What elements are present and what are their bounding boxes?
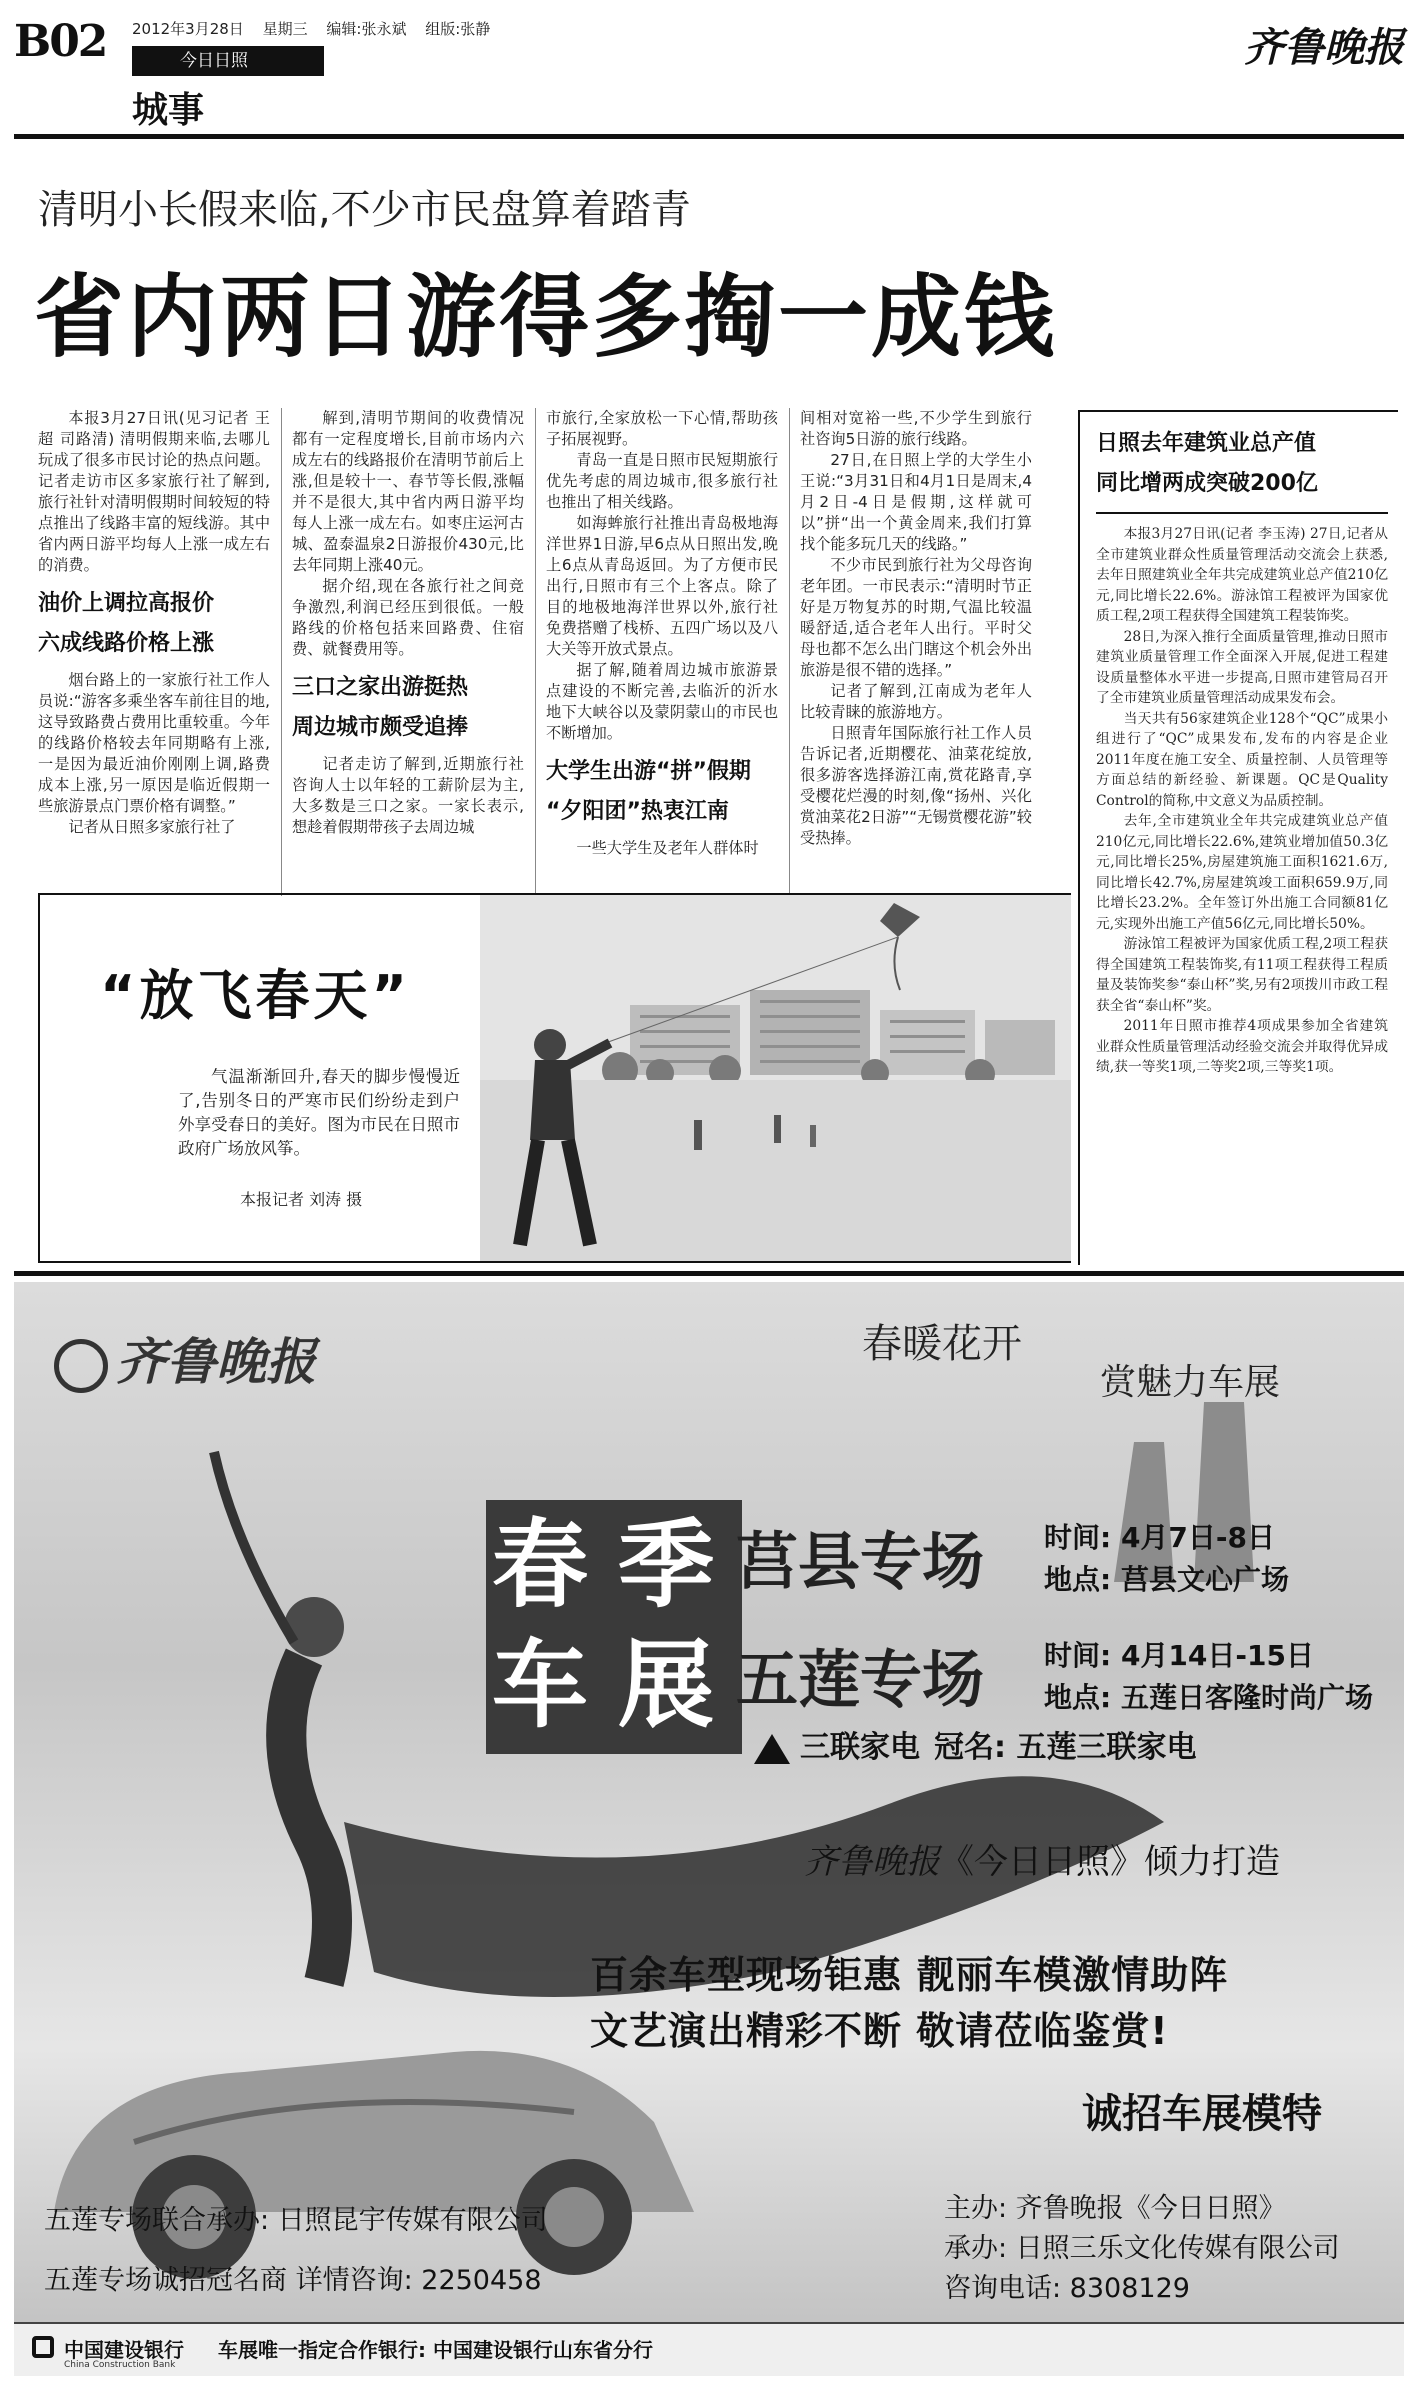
ad-logo-text: 齐鲁晚报 (116, 1332, 316, 1391)
venue-1-title: 莒县专场 (736, 1525, 985, 1598)
bank-name-en: China Construction Bank (64, 2360, 176, 2370)
article-column-1 (38, 408, 270, 838)
paragraph: 解到,清明节期间的收费情况都有一定程度增长,目前市场内六成左右的线路报价在清明节前后上涨,但是较十一、春节等长假,涨幅并不是很大,其中省内两日游平均每人上涨一成左右。如枣庄运河古城、盈泰温泉2日游报价430元,比去年同期上涨40元。 (292, 409, 524, 574)
article-headline: 省内两日游得多掏一成钱 (34, 265, 1057, 370)
subhead: 六成线路价格上涨 (38, 631, 215, 656)
paper-logo: 齐鲁晚报 (1244, 24, 1404, 71)
venue-2-title: 五莲专场 (736, 1643, 985, 1716)
layout-credit: 组版:张静 (425, 20, 491, 38)
paragraph: 本报3月27日讯(见习记者 王超 司路清) 清明假期来临,去哪儿玩成了很多市民讨论的热点问题。记者走访市区多家旅行社了解到,旅行社针对清明假期时间较短的特点推出了线路丰富的短线游。其中省内两日游平均每人上涨一成左右的消费。 (38, 409, 270, 574)
wulian-cohost: 五莲专场联合承办: 日照昆宇传媒有限公司 (44, 2205, 548, 2236)
title-char: 春 (492, 1509, 588, 1621)
paragraph: 据了解,随着周边城市旅游景点建设的不断完善,去临沂的沂水地下大峡谷以及蒙阴蒙山的市民也不断增加。 (546, 661, 778, 742)
title-char: 车 (492, 1629, 588, 1741)
subhead: 油价上调拉高报价 (38, 591, 215, 616)
subhead: 周边城市颇受追捧 (292, 715, 469, 740)
issue-weekday: 星期三 (262, 20, 308, 38)
tagline-text: 《今日日照》倾力打造 (940, 1842, 1280, 1882)
venue-2-time: 时间: 4月14日-15日 (1044, 1639, 1314, 1672)
ad-slogan-1: 春暖花开 (862, 1321, 1022, 1367)
tagline-paper: 齐鲁晚报 (804, 1842, 940, 1882)
column-divider (535, 408, 536, 896)
promo-line-1: 百余车型现场钜惠 靓丽车模激情助阵 (590, 1953, 1229, 1997)
title-char: 季 (618, 1509, 714, 1621)
section-tag: 今日日照 (132, 46, 324, 76)
dancer-and-car-illustration (14, 1282, 1404, 2322)
paragraph: 28日,为深入推行全面质量管理,推动日照市建筑业质量管理工作全面深入开展,促进工程建设质量整体水平进一步提高,日照市建管局召开了全市建筑业质量管理活动成果发布会。 (1096, 628, 1388, 706)
paragraph: 一些大学生及老年人群体时 (576, 839, 759, 857)
paragraph: 据介绍,现在各旅行社之间竞争激烈,利润已经压到很低。一般路线的价格包括来回路费、住宿费、就餐费用等。 (292, 577, 524, 658)
host-line: 主办: 齐鲁晚报《今日日照》 (944, 2193, 1286, 2224)
article-column-2 (292, 408, 524, 838)
article-column-4 (800, 408, 1032, 849)
venue-1-place: 地点: 莒县文心广场 (1044, 1563, 1289, 1596)
sidebar-title: 同比增两成突破200亿 (1096, 471, 1318, 496)
editor-credit: 编辑:张永斌 (326, 20, 407, 38)
page-number: B02 (14, 16, 107, 67)
kite-flying-photo (480, 895, 1071, 1261)
title-char: 展 (618, 1629, 714, 1741)
feature-caption: 气温渐渐回升,春天的脚步慢慢近了,告别冬日的严寒市民们纷纷走到户外享受春日的美好。图为市民在日照市政府广场放风筝。 (178, 1067, 460, 1158)
header-rule (14, 134, 1404, 139)
paragraph: 青岛一直是日照市民短期旅行优先考虑的周边城市,很多旅行社也推出了相关线路。 (546, 451, 778, 511)
ccb-logo-icon (32, 2336, 54, 2358)
sidebar-rule (1096, 512, 1388, 514)
paragraph: 游泳馆工程被评为国家优质工程,2项工程获得全国建筑工程装饰奖,有11项工程获得工程质量及装饰奖参“泰山杯”奖,另有2项拨川市政工程获全省“泰山杯”奖。 (1096, 936, 1388, 1014)
issue-date: 2012年3月28日 (132, 20, 244, 38)
promo-line-2: 文艺演出精彩不断 敬请莅临鉴赏! (590, 2009, 1169, 2053)
photo-feature (38, 893, 1071, 1263)
sponsor-brand: 三联家电 (800, 1730, 920, 1765)
issue-meta (132, 18, 504, 39)
page-header (14, 12, 1404, 131)
feature-title: “放飞春天” (100, 964, 411, 1027)
section-rule (14, 1271, 1404, 1276)
bank-footer (14, 2322, 1404, 2376)
wulian-sponsor-call: 五莲专场诚招冠名商 详情咨询: 2250458 (44, 2265, 542, 2296)
paragraph: 27日,在日照上学的大学生小王说:“3月31日和4月1日是周末,4月2日-4日是假期,这样就可以”拼“出一个黄金周来,我们打算找个能多玩几天的线路。” (800, 451, 1032, 553)
hotline-line: 咨询电话: 8308129 (944, 2273, 1190, 2304)
section-name: 城事 (132, 90, 205, 131)
sidebar-title: 日照去年建筑业总产值 (1096, 431, 1317, 456)
car-show-advertisement (14, 1282, 1404, 2376)
paragraph: 记者了解到,江南成为老年人比较青睐的旅游地方。 (800, 682, 1032, 721)
paragraph: 去年,全市建筑业全年共完成建筑业总产值210亿元,同比增长22.6%,建筑业增加值50.3亿元,同比增长25%,房屋建筑施工面积1621.6万,同比增长42.7%,房屋建筑竣工面积659.9万,同比增长23.2%。全年签订外出施工合同额81亿元,实现外出施工产值56亿元,同比增长50%。 (1096, 813, 1388, 932)
event-title-panel (486, 1500, 742, 1754)
paragraph: 记者走访了解到,近期旅行社咨询人士以年轻的工薪阶层为主,大多数是三口之家。一家长表示,想趁着假期带孩子去周边城 (292, 755, 524, 836)
subhead: “夕阳团”热衷江南 (546, 799, 729, 824)
paragraph: 间相对宽裕一些,不少学生到旅行社咨询5日游的旅行线路。 (800, 409, 1032, 448)
sponsor-logo-icon (754, 1734, 790, 1764)
bank-partner-text: 车展唯一指定合作银行: 中国建设银行山东省分行 (218, 2338, 653, 2362)
sidebar-article (1078, 410, 1398, 1265)
paragraph: 烟台路上的一家旅行社工作人员说:“游客多乘坐客车前往目的地,这导致路费占费用比重较重。今年的线路价格较去年同期略有上涨,一是因为最近油价刚刚上调,路费成本上涨,另一原因是临近假期一些旅游景点门票价格有调整。” (38, 671, 270, 815)
paragraph: 记者从日照多家旅行社了 (68, 818, 236, 836)
feature-credit: 本报记者 刘涛 摄 (240, 1190, 363, 1209)
paragraph: 2011年日照市推荐4项成果参加全省建筑业群众性质量管理活动经验交流会并取得优异成绩,获一等奖1项,二等奖2项,三等奖1项。 (1096, 1018, 1388, 1075)
column-divider (789, 408, 790, 896)
kite-scene-illustration (480, 895, 1071, 1261)
sponsor-line (754, 1722, 1196, 1766)
column-divider (281, 408, 282, 896)
paragraph: 当天共有56家建筑企业128个“QC”成果小组进行了“QC”成果发布,发布的内容是企业2011年度在施工安全、质量控制、人员管理等方面总结的新经验、新课题。QC是Quality Control的简称,中文意义为品质控制。 (1096, 710, 1388, 809)
organizer-tagline (804, 1834, 1280, 1883)
paragraph: 本报3月27日讯(记者 李玉涛) 27日,记者从全市建筑业群众性质量管理活动交流会上获悉,去年日照建筑业全年共完成建筑业总产值210亿元,同比增长22.6%。游泳馆工程被评为国家优质工程,2项工程获得全国建筑工程装饰奖。 (1096, 526, 1388, 624)
subhead: 大学生出游“拼”假期 (546, 759, 751, 784)
article-kicker: 清明小长假来临,不少市民盘算着踏青 (38, 187, 691, 233)
sponsor-text: 冠名: 五莲三联家电 (934, 1730, 1197, 1765)
venue-1-time: 时间: 4月7日-8日 (1044, 1521, 1276, 1554)
paragraph: 市旅行,全家放松一下心情,帮助孩子拓展视野。 (546, 409, 778, 448)
organizer-line: 承办: 日照三乐文化传媒有限公司 (944, 2233, 1340, 2264)
paragraph: 日照青年国际旅行社工作人员告诉记者,近期樱花、油菜花绽放,很多游客选择游江南,赏花路青,享受樱花烂漫的时刻,像“扬州、兴化赏油菜花2日游”“无锡赏樱花游”较受热捧。 (800, 724, 1032, 847)
subhead: 三口之家出游挺热 (292, 675, 469, 700)
article-column-3 (546, 408, 778, 859)
venue-2-place: 地点: 五莲日客隆时尚广场 (1044, 1681, 1373, 1714)
paragraph: 不少市民到旅行社为父母咨询老年团。一市民表示:“清明时节正好是万物复苏的时期,气温比较温暖舒适,适合老年人出行。平时父母也都不怎么出门瞎这个机会外出旅游是很不错的选择。” (800, 556, 1032, 679)
model-recruitment: 诚招车展模特 (1082, 2091, 1322, 2137)
bank-name: 中国建设银行 (64, 2338, 184, 2362)
paragraph: 如海蛑旅行社推出青岛极地海洋世界1日游,早6点从日照出发,晚上6点从青岛返回。为了方便市民出行,日照市有三个上客点。除了目的地极地海洋世界以外,旅行社免费搭赠了栈桥、五四广场以及八大关等开放式景点。 (546, 514, 778, 658)
ad-slogan-2: 赏魅力车展 (1100, 1362, 1281, 1403)
